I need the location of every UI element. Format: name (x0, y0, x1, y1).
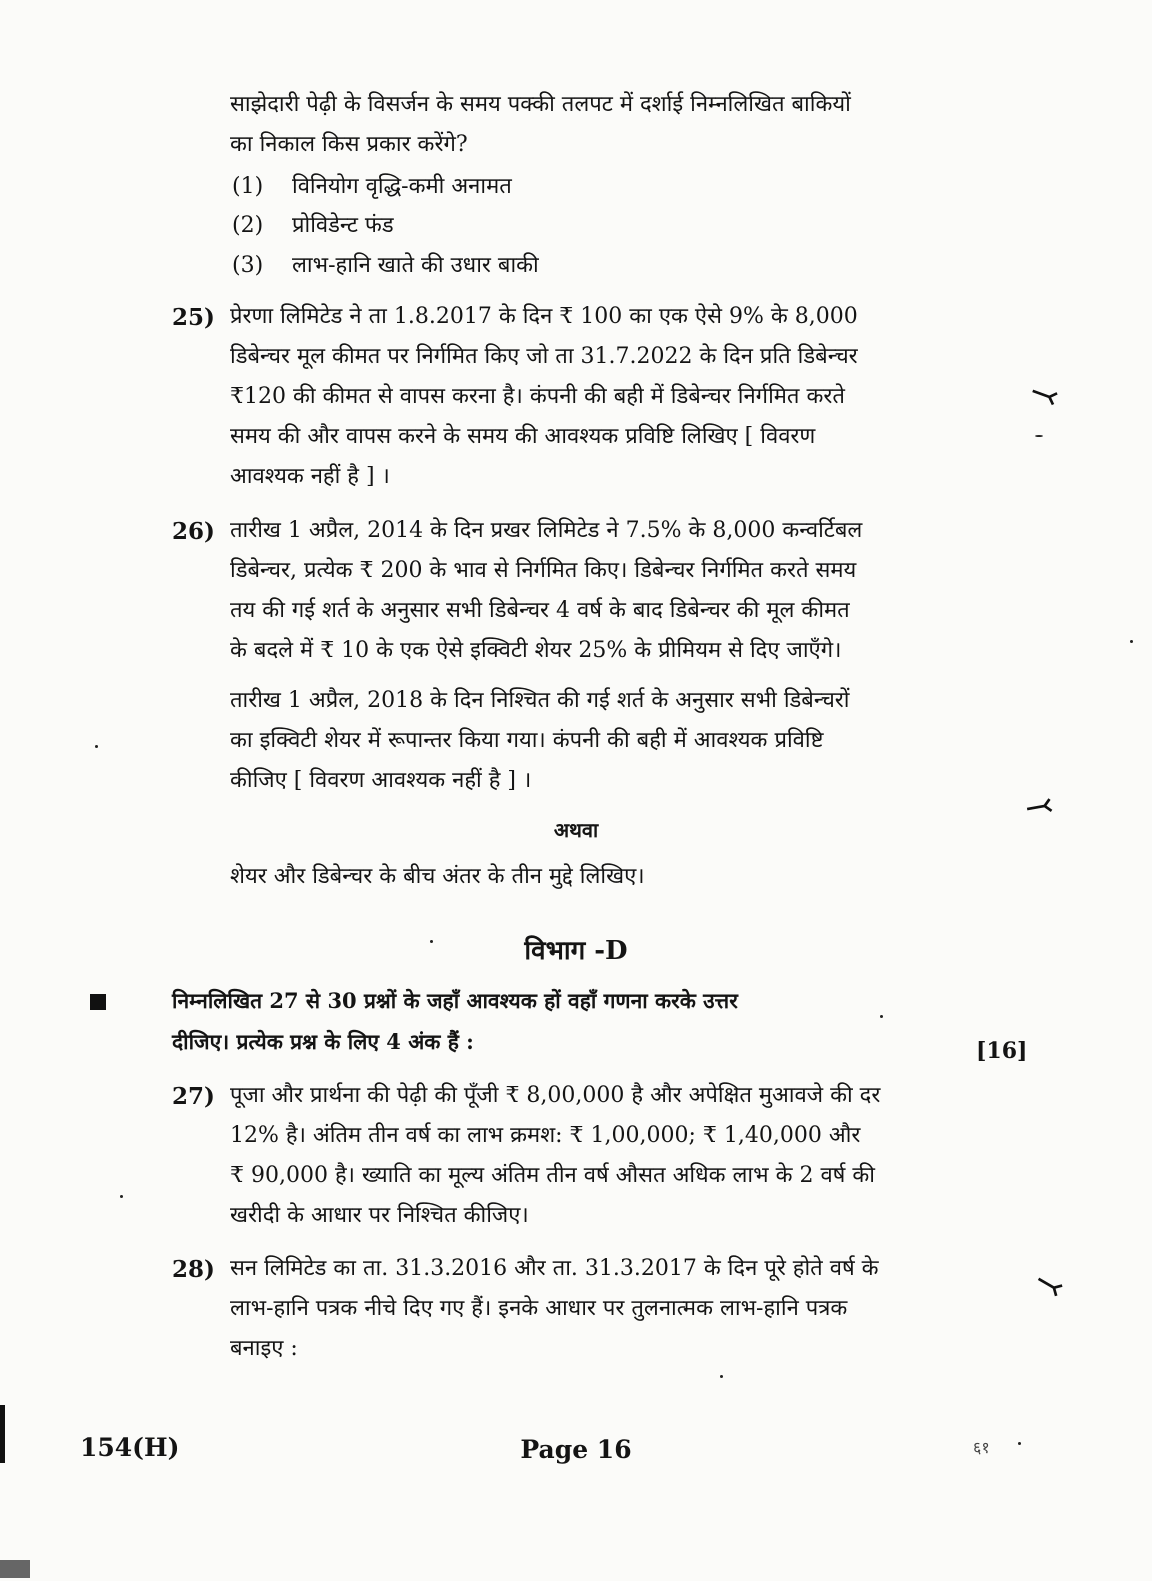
section-title: विभाग -D (524, 936, 628, 966)
q25-line-1: प्रेरणा लिमिटेड ने ता 1.8.2017 के दिन ₹ 100 का एक ऐसे 9% के 8,000 (230, 304, 858, 329)
question-number-25: 25) (172, 304, 215, 331)
q25-line-2: डिबेन्चर मूल कीमत पर निर्गमित किए जो ता 31.7.2022 के दिन प्रति डिबेन्चर (230, 344, 858, 369)
q25-line-3: ₹120 की कीमत से वापस करना है। कंपनी की बही में डिबेन्चर निर्गमित करते (230, 384, 845, 409)
scan-speck (1018, 1442, 1021, 1445)
q28-line-3: बनाइए : (230, 1336, 298, 1361)
question-number-28: 28) (172, 1256, 215, 1283)
page-number: Page 16 (520, 1435, 632, 1464)
scan-edge-mark (0, 1560, 30, 1578)
intro-item-text: प्रोविडेन्ट फंड (292, 213, 394, 238)
scan-speck (1130, 640, 1133, 643)
paper-code: 154(H) (80, 1433, 180, 1462)
scan-speck (720, 1375, 723, 1378)
bird-speck-icon: ⤙ (1026, 1260, 1072, 1310)
scan-speck (430, 940, 433, 943)
q26-para2-line-2: का इक्विटी शेयर में रूपान्तर किया गया। कंपनी की बही में आवश्यक प्रविष्टि (230, 728, 824, 753)
scan-speck (880, 1015, 883, 1018)
q26-line-3: तय की गई शर्त के अनुसार सभी डिबेन्चर 4 वर्ष के बाद डिबेन्चर की मूल कीमत (230, 598, 850, 623)
corner-mark: ६१ (973, 1438, 990, 1457)
q27-line-4: खरीदी के आधार पर निश्चित कीजिए। (230, 1203, 529, 1228)
q26-line-4: के बदले में ₹ 10 के एक ऐसे इक्विटी शेयर 25% के प्रीमियम से दिए जाएँगे। (230, 638, 842, 663)
q28-line-1: सन लिमिटेड का ता. 31.3.2016 और ता. 31.3.2017 के दिन पूरे होते वर्ष के (230, 1256, 879, 1281)
section-marks: [16] (976, 1038, 1028, 1064)
q25-line-5: आवश्यक नहीं है ] । (230, 464, 390, 489)
q28-line-2: लाभ-हानि पत्रक नीचे दिए गए हैं। इनके आधार पर तुलनात्मक लाभ-हानि पत्रक (230, 1296, 848, 1321)
section-instruction-line-2: दीजिए। प्रत्येक प्रश्न के लिए 4 अंक हैं : (172, 1029, 474, 1054)
q26-para2-line-3: कीजिए [ विवरण आवश्यक नहीं है ] । (230, 768, 532, 793)
intro-item-num: (2) (232, 213, 264, 238)
intro-line-1: साझेदारी पेढ़ी के विसर्जन के समय पक्की तलपट में दर्शाई निम्नलिखित बाकियों (230, 92, 851, 117)
intro-item-num: (3) (232, 253, 264, 278)
intro-item-text: विनियोग वृद्धि-कमी अनामत (292, 174, 512, 199)
scan-speck (1035, 435, 1043, 437)
q27-line-3: ₹ 90,000 है। ख्याति का मूल्य अंतिम तीन वर्ष औसत अधिक लाभ के 2 वर्ष की (230, 1163, 875, 1188)
q26-para2-line-1: तारीख 1 अप्रैल, 2018 के दिन निश्चित की गई शर्त के अनुसार सभी डिबेन्चरों (230, 688, 850, 713)
question-number-26: 26) (172, 518, 215, 545)
or-label: अथवा (553, 818, 599, 842)
q25-line-4: समय की और वापस करने के समय की आवश्यक प्रविष्टि लिखिए [ विवरण (230, 424, 816, 449)
q26-line-1: तारीख 1 अप्रैल, 2014 के दिन प्रखर लिमिटेड ने 7.5% के 8,000 कन्वर्टिबल (230, 518, 863, 543)
scan-speck (95, 745, 98, 748)
bullet-square-icon (90, 994, 106, 1010)
or-question-text: शेयर और डिबेन्चर के बीच अंतर के तीन मुद्दे लिखिए। (230, 864, 645, 889)
question-number-27: 27) (172, 1083, 215, 1110)
q27-line-1: पूजा और प्रार्थना की पेढ़ी की पूँजी ₹ 8,00,000 है और अपेक्षित मुआवजे की दर (230, 1083, 881, 1108)
q26-line-2: डिबेन्चर, प्रत्येक ₹ 200 के भाव से निर्गमित किए। डिबेन्चर निर्गमित करते समय (230, 558, 857, 583)
intro-item-num: (1) (232, 174, 264, 199)
bird-speck-icon: ⤙ (1021, 784, 1057, 830)
scan-speck (120, 1195, 123, 1198)
intro-item-text: लाभ-हानि खाते की उधार बाकी (292, 253, 539, 278)
bird-speck-icon: ⤙ (1024, 371, 1065, 419)
section-instruction-line-1: निम्नलिखित 27 से 30 प्रश्नों के जहाँ आवश्यक हों वहाँ गणना करके उत्तर (172, 988, 738, 1013)
q27-line-2: 12% है। अंतिम तीन वर्ष का लाभ क्रमश: ₹ 1,00,000; ₹ 1,40,000 और (230, 1123, 861, 1148)
intro-line-2: का निकाल किस प्रकार करेंगे? (230, 132, 468, 157)
